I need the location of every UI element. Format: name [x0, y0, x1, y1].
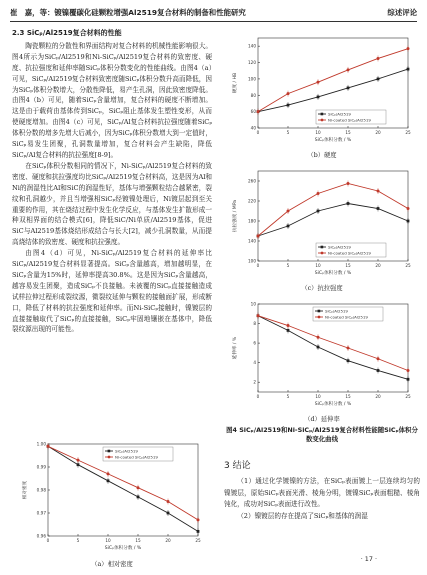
y-tick-label: 0.96: [36, 533, 46, 539]
x-tick-label: 5: [286, 130, 290, 135]
series-line-ni-coated: [258, 49, 408, 112]
paragraph-1: 陶瓷颗粒的分散性和界面结构对复合材料的机械性能影响很大。图4所示为SiCₚ/Al2519和Ni-SiCₚ/Al2519复合材料的致密度、硬度、抗拉强度和延伸率随SiCₚ体积分数变化的性能曲线。由图4（a）可见，SiCₚ/Al2519复合材料致密度随SiCₚ体积分数升高而降低，因为SiCₚ体积分数增大，分散性降低，易产生孔洞，因此致密度降低。由图4（b）可见，随着SiCₚ含量增加，复合材料的硬度不断增加。这是由于载荷由基体传到SiCₚ，SiCₚ阻止基体发生塑性变形，从而使硬度增加。由图4（c）可见，SiCₚ/Al复合材料抗拉强度随着SiCₚ体积分数的增多先增大后减小，因为SiCₚ体积分数增大到一定值时，SiCₚ易发生团聚，孔洞数量增加，复合材料会产生缺陷，降低SiCₚ/Al复合材料的抗拉强度[8-9]。: [12, 41, 212, 159]
page-number: · 17 ·: [360, 555, 377, 563]
figure-b: [224, 32, 420, 160]
section-title: 2.3 SiCₚ/Al2519复合材料的性能: [12, 29, 122, 37]
conclusion-item-1: （1）通过化学镀镍的方法，在SiCₚ表面镀上一层连续均匀的镍镀层，原始SiCₚ表面光滑、棱角分明，镀镍SiCₚ表面粗糙、棱角钝化，成功对SiCₚ表面进行改性。: [224, 477, 420, 509]
x-tick-label: 20: [375, 263, 381, 268]
y-tick-label: 80: [250, 92, 256, 98]
y-tick-label: 220: [248, 198, 256, 204]
series-line-ni-coated: [258, 316, 408, 371]
y-tick-label: 0.99: [36, 464, 46, 470]
x-tick-label: 25: [405, 130, 411, 135]
figure-d-caption: （d）延伸率: [304, 416, 340, 423]
x-tick-label: 5: [286, 394, 290, 399]
legend-label: Ni-coated SiCₚ/Al2519: [328, 117, 371, 123]
running-header: [10, 6, 417, 20]
x-axis-label: SiCₚ体积分数 / %: [314, 271, 352, 276]
series-line-sicp: [258, 69, 408, 112]
x-axis-label: SiCₚ体积分数 / %: [104, 546, 142, 551]
legend-marker: [321, 252, 324, 255]
legend-marker: [318, 316, 321, 319]
y-tick-label: 1.00: [36, 441, 46, 447]
y-tick-label: 8: [253, 321, 256, 327]
chart-a-svg: [14, 438, 210, 560]
x-tick-label: 20: [165, 538, 171, 543]
legend-label: Ni-coated SiCₚ/Al2519: [115, 454, 158, 460]
header-title: 崔 嘉，等：镀镍覆碳化硅颗粒增强Al2519复合材料的制备和性能研究: [10, 8, 246, 17]
legend-label: SiCₚ/Al2519: [325, 308, 348, 314]
figure-c-caption: （c）抗拉强度: [301, 285, 343, 292]
y-tick-label: 6: [253, 340, 256, 346]
legend-label: Ni-coated SiCₚ/Al2519: [325, 314, 368, 320]
figure-d: [224, 298, 420, 426]
y-tick-label: 140: [248, 238, 256, 244]
y-tick-label: 2: [253, 379, 256, 385]
x-tick-label: 15: [345, 263, 351, 268]
x-tick-label: 0: [256, 394, 260, 399]
paragraph-2: 在SiCₚ体积分数相同的情况下，Ni-SiCₚ/Al2519复合材料的致密度、硬度和抗拉强度均比SiCₚ/Al2519复合材料高，这是因为Al和Ni的润湿性比Al和SiC的润湿性好，基体与增强颗粒结合越紧密，裂纹和孔洞越少，并且当增强相SiCₚ经镀镍处理后，Ni镀层起到至关重要的作用，其在烧结过程中发生化学反应，与基体发生扩散形成一种双相界面的结合模式[6]，降低SiC/Ni单质/Al2519基体，促进SiC与Al2519基体烧结形成结合与长大[2]，减少孔洞数量，从而提高烧结体的致密度、硬度和抗拉强度。: [12, 161, 212, 247]
chart-d-svg: [224, 298, 420, 414]
legend-label: SiCₚ/Al2519: [328, 244, 351, 250]
legend-marker: [318, 310, 321, 313]
figure-a-caption: （a）相对密度: [91, 561, 133, 568]
x-tick-label: 15: [135, 538, 141, 543]
conclusion-item-2: （2）镍镀层的存在提高了SiCₚ和基体的润湿: [237, 511, 368, 520]
y-axis-label: 抗拉强度 / MPa: [233, 199, 238, 233]
x-tick-label: 10: [105, 538, 111, 543]
header-divider: [10, 21, 417, 22]
legend-label: Ni-coated SiCₚ/Al2519: [328, 250, 371, 256]
x-tick-label: 15: [345, 130, 351, 135]
figure-c: [224, 165, 420, 293]
figure-b-caption: （b）硬度: [307, 152, 337, 159]
y-tick-label: 100: [248, 76, 256, 82]
legend-label: SiCₚ/Al2519: [115, 448, 138, 454]
y-tick-label: 4: [253, 360, 256, 366]
legend-marker: [321, 113, 324, 116]
x-axis-label: SiCₚ体积分数 / %: [314, 138, 352, 143]
y-tick-label: 100: [248, 258, 256, 264]
x-tick-label: 25: [195, 538, 201, 543]
x-tick-label: 0: [46, 538, 50, 543]
x-tick-label: 10: [315, 130, 321, 135]
x-tick-label: 25: [405, 394, 411, 399]
y-tick-label: 0.98: [36, 487, 46, 493]
y-tick-label: 140: [248, 43, 256, 49]
y-tick-label: 60: [250, 109, 256, 115]
x-tick-label: 15: [345, 394, 351, 399]
y-axis-label: 硬度 / HB: [233, 72, 238, 94]
paragraph-3: 由图4（d）可见，Ni-SiCₚ/Al2519复合材料的延伸率比SiCₚ/Al2519复合材料显著提高。SiCₚ含量越高，增加越明显，在SiCₚ含量为15%时，延伸率提高30.8%。这是因为SiCₚ含量越高，越容易发生团聚，造成SiCₚ不良接触。未被覆的SiCₚ直接接触造成试样拉伸过程形成裂纹源，微裂纹延伸与颗粒的接触面扩展，形成断口，降低了材料的抗拉强度和延伸率。而Ni-SiCₚ接触时，镍镀层的直接接触取代了SiCₚ的直接接触，SiCₚ牢固地镶嵌在基体中，降低裂纹源出现的可能性。: [12, 249, 212, 334]
legend-marker: [321, 246, 324, 249]
x-tick-label: 5: [76, 538, 80, 543]
x-tick-label: 20: [375, 130, 381, 135]
chart-b-svg: [224, 32, 420, 150]
y-tick-label: 180: [248, 218, 256, 224]
y-tick-label: 10: [250, 301, 256, 307]
conclusion-title: 3 结论: [224, 461, 251, 471]
figure-4-caption: 图4 SiCₚ/Al2519和Ni-SiCₚ/Al2519复合材料性能随SiCₚ体积分数变化曲线: [226, 426, 418, 443]
series-line-sicp: [258, 316, 408, 380]
x-tick-label: 10: [315, 394, 321, 399]
legend-marker: [321, 119, 324, 122]
x-axis-label: SiCₚ体积分数 / %: [314, 402, 352, 407]
conclusion-section: [224, 461, 420, 522]
x-tick-label: 20: [375, 394, 381, 399]
figure-a: [14, 438, 210, 568]
legend-label: SiCₚ/Al2519: [328, 111, 351, 117]
x-tick-label: 10: [315, 263, 321, 268]
y-tick-label: 260: [248, 178, 256, 184]
y-tick-label: 40: [250, 125, 256, 131]
left-column: [12, 28, 212, 335]
y-tick-label: 120: [248, 60, 256, 66]
x-tick-label: 25: [405, 263, 411, 268]
y-tick-label: 0.97: [36, 510, 46, 516]
legend-marker: [108, 450, 111, 453]
y-axis-label: 延伸率 / %: [233, 336, 238, 360]
header-section: 综述评论: [387, 8, 417, 17]
y-axis-label: 相对密度: [23, 480, 28, 500]
legend-marker: [108, 456, 111, 459]
x-tick-label: 5: [286, 263, 290, 268]
chart-c-svg: [224, 165, 420, 283]
series-line-sicp: [258, 204, 408, 237]
x-tick-label: 0: [256, 263, 260, 268]
x-tick-label: 0: [256, 130, 260, 135]
